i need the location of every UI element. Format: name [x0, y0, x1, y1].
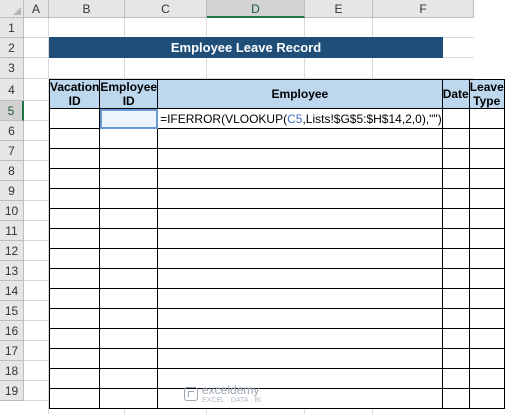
cell-employee-id[interactable]	[100, 209, 158, 229]
cell-employee[interactable]	[158, 249, 443, 269]
cell-vacation-id[interactable]	[50, 229, 100, 249]
cell-employee[interactable]	[158, 229, 443, 249]
cell-leave-type[interactable]	[469, 189, 504, 209]
cell-employee-id[interactable]	[100, 129, 158, 149]
row-header-5[interactable]: 5	[0, 101, 24, 121]
cell-leave-type[interactable]	[469, 309, 504, 329]
row-header-11[interactable]: 11	[0, 221, 24, 241]
cell-leave-type[interactable]	[469, 169, 504, 189]
cell-date[interactable]	[442, 369, 469, 389]
table-row	[50, 269, 505, 289]
cell-vacation-id[interactable]	[50, 329, 100, 349]
cell-leave-type[interactable]	[469, 269, 504, 289]
cell-employee-id[interactable]	[100, 369, 158, 389]
cell-employee-id-selected[interactable]	[100, 109, 158, 129]
formula-prefix: =IFERROR(VLOOKUP(	[160, 111, 288, 126]
header-date[interactable]: Date	[442, 80, 469, 109]
cell-leave-type[interactable]	[469, 289, 504, 309]
row-header-14[interactable]: 14	[0, 281, 24, 301]
cell-employee-id[interactable]	[100, 189, 158, 209]
table-row	[50, 329, 505, 349]
cell-vacation-id[interactable]	[50, 389, 100, 409]
cell-leave-type[interactable]	[469, 129, 504, 149]
table-row	[50, 349, 505, 369]
table-row	[50, 149, 505, 169]
cell-employee[interactable]	[158, 129, 443, 149]
cell-employee-id[interactable]	[100, 149, 158, 169]
row-header-7[interactable]: 7	[0, 141, 24, 161]
row-header-19[interactable]: 19	[0, 381, 24, 401]
cell-vacation-id[interactable]	[50, 149, 100, 169]
header-row	[50, 80, 505, 109]
leave-record-table	[49, 79, 505, 409]
cell-leave-type[interactable]	[469, 109, 504, 129]
row-header-8[interactable]: 8	[0, 161, 24, 181]
sheet-title[interactable]: Employee Leave Record	[49, 37, 443, 58]
cell-date[interactable]	[442, 189, 469, 209]
header-leave-type[interactable]: Leave Type	[469, 80, 504, 108]
cell-vacation-id[interactable]	[50, 349, 100, 369]
select-all-corner[interactable]	[0, 0, 24, 18]
cell-vacation-id[interactable]	[50, 269, 100, 289]
row-header-16[interactable]: 16	[0, 321, 24, 341]
cell-vacation-id[interactable]	[50, 129, 100, 149]
cell-vacation-id[interactable]	[50, 209, 100, 229]
row-header-2[interactable]: 2	[0, 38, 24, 58]
header-vacation-id[interactable]: Vacation ID	[50, 80, 100, 108]
cell-date[interactable]	[442, 169, 469, 189]
cell-employee[interactable]	[158, 349, 443, 369]
cell-leave-type[interactable]	[469, 389, 504, 409]
cell-employee-id[interactable]	[100, 229, 158, 249]
cell-vacation-id[interactable]	[50, 189, 100, 209]
cell-employee-id[interactable]	[100, 249, 158, 269]
row-header-3[interactable]: 3	[0, 58, 24, 79]
cell-leave-type[interactable]	[469, 229, 504, 249]
cell-date[interactable]	[442, 229, 469, 249]
cell-employee[interactable]	[158, 209, 443, 229]
cell-vacation-id[interactable]	[50, 289, 100, 309]
row-header-9[interactable]: 9	[0, 181, 24, 201]
cell-employee[interactable]	[158, 329, 443, 349]
cell-vacation-id[interactable]	[50, 249, 100, 269]
row-header-1[interactable]: 1	[0, 18, 24, 38]
formula-cell[interactable]	[158, 109, 443, 129]
row-header-17[interactable]: 17	[0, 341, 24, 361]
column-header-d[interactable]: D	[207, 0, 305, 18]
cell-date[interactable]	[442, 269, 469, 289]
cell-employee[interactable]	[158, 309, 443, 329]
cell-employee[interactable]	[158, 149, 443, 169]
row-header-15[interactable]: 15	[0, 301, 24, 321]
cell-employee-id[interactable]	[100, 309, 158, 329]
cell-date[interactable]	[442, 209, 469, 229]
cell-date[interactable]	[442, 309, 469, 329]
cell-employee-id[interactable]	[100, 289, 158, 309]
select-all-icon	[13, 7, 21, 15]
header-employee[interactable]: Employee	[158, 80, 443, 109]
table-row	[50, 129, 505, 149]
cell-employee[interactable]	[158, 289, 443, 309]
table-row	[50, 209, 505, 229]
table-row	[50, 169, 505, 189]
watermark	[184, 383, 261, 404]
row-header-18[interactable]: 18	[0, 361, 24, 381]
cell-employee-id[interactable]	[100, 389, 158, 409]
cell-date[interactable]	[442, 249, 469, 269]
table-row	[50, 289, 505, 309]
column-header-e[interactable]: E	[305, 0, 373, 18]
cell-date[interactable]	[442, 149, 469, 169]
row-header-4[interactable]: 4	[0, 79, 24, 101]
cell-leave-type[interactable]	[469, 329, 504, 349]
table-row	[50, 249, 505, 269]
row-header-10[interactable]: 10	[0, 201, 24, 221]
cell-date[interactable]	[442, 289, 469, 309]
table-row	[50, 369, 505, 389]
cell-date[interactable]	[442, 349, 469, 369]
cell-leave-type[interactable]	[469, 369, 504, 389]
cell-vacation-id[interactable]	[50, 109, 100, 129]
cell-date[interactable]	[442, 109, 469, 129]
row-header-12[interactable]: 12	[0, 241, 24, 261]
cell-employee[interactable]	[158, 269, 443, 289]
header-employee-id[interactable]: Employee ID	[100, 80, 158, 108]
cell-employee-id[interactable]	[100, 329, 158, 349]
table-row	[50, 189, 505, 209]
column-header-a[interactable]: A	[24, 0, 49, 18]
exceldemy-logo-icon	[184, 387, 198, 401]
column-header-c[interactable]: C	[125, 0, 207, 18]
table-row	[50, 109, 505, 129]
row-header-6[interactable]: 6	[0, 121, 24, 141]
cell-date[interactable]	[442, 129, 469, 149]
cell-employee[interactable]	[158, 169, 443, 189]
cell-vacation-id[interactable]	[50, 169, 100, 189]
formula-suffix: ,Lists!$G$5:$H$14,2,0),"")	[302, 111, 442, 126]
table-row	[50, 229, 505, 249]
row-header-13[interactable]: 13	[0, 261, 24, 281]
cell-leave-type[interactable]	[469, 349, 504, 369]
cell-employee-id[interactable]	[100, 169, 158, 189]
watermark-brand: exceldemy	[202, 383, 260, 397]
cell-leave-type[interactable]	[469, 249, 504, 269]
cell-date[interactable]	[442, 329, 469, 349]
column-header-b[interactable]: B	[49, 0, 125, 18]
cell-employee-id[interactable]	[100, 269, 158, 289]
cell-leave-type[interactable]	[469, 149, 504, 169]
cell-date[interactable]	[442, 389, 469, 409]
table-row	[50, 309, 505, 329]
table-row	[50, 389, 505, 409]
cell-vacation-id[interactable]	[50, 309, 100, 329]
cell-leave-type[interactable]	[469, 209, 504, 229]
cell-vacation-id[interactable]	[50, 369, 100, 389]
cell-employee-id[interactable]	[100, 349, 158, 369]
formula-ref: C5	[287, 111, 303, 126]
column-header-f[interactable]: F	[373, 0, 474, 18]
cell-employee[interactable]	[158, 189, 443, 209]
watermark-tagline: EXCEL · DATA · BI	[202, 397, 261, 404]
